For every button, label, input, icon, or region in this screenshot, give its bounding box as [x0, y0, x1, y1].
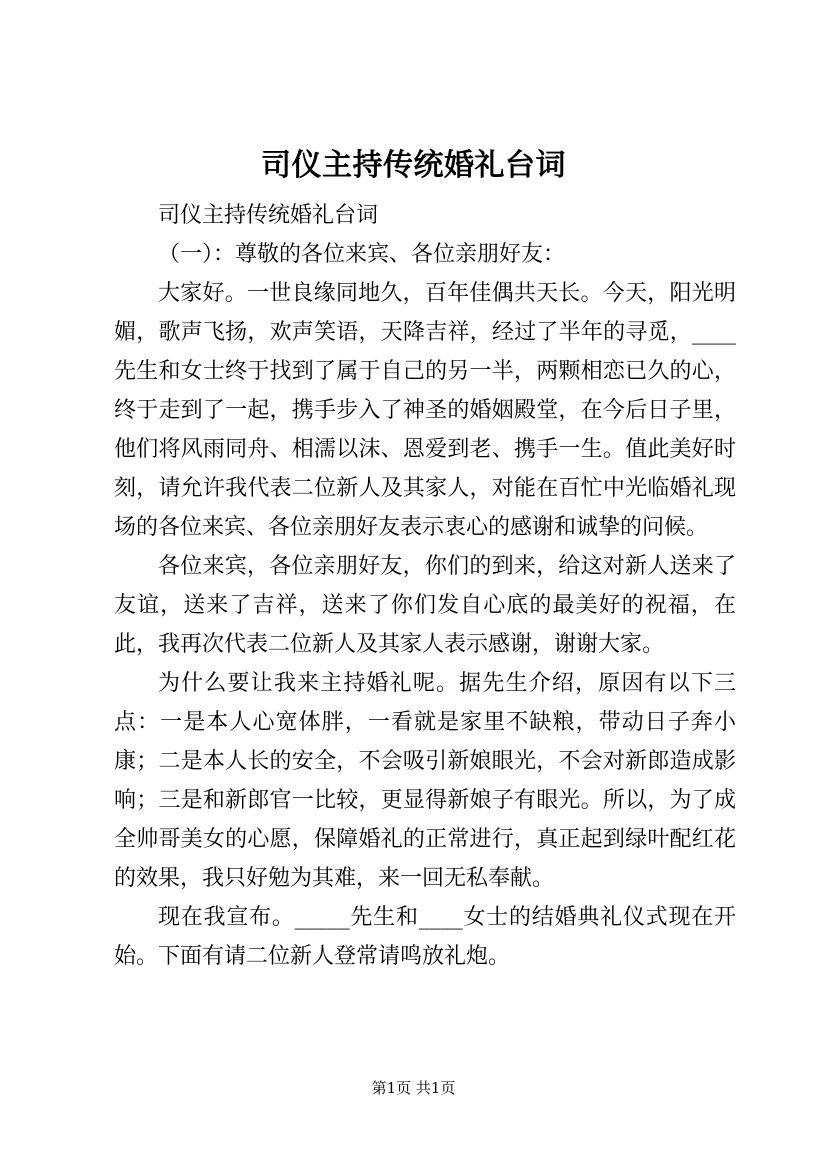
document-title: 司仪主持传统婚礼台词 [261, 148, 566, 183]
paragraph-greeting: （一）：尊敬的各位来宾、各位亲朋好友： [158, 242, 566, 267]
paragraph-announcement: 现在我宣布。_____先生和____女士的结婚典礼仪式现在开始。下面有请二位新人登常请鸣放礼炮。 [114, 905, 736, 969]
paragraph-thanks: 各位来宾，各位亲朋好友，你们的到来，给这对新人送来了友谊，送来了吉祥，送来了你们发自心底的最美好的祝福，在此，我再次代表二位新人及其家人表示感谢，谢谢大家。 [114, 554, 736, 657]
page-footer: 第1页 共1页 [371, 1079, 456, 1097]
paragraph-subtitle: 司仪主持传统婚礼台词 [158, 203, 379, 228]
paragraph-opening: 大家好。一世良缘同地久，百年佳偶共天长。今天，阳光明媚，歌声飞扬，欢声笑语，天降吉祥，经过了半年的寻觅，____先生和女士终于找到了属于自己的另一半，两颗相恋已久的心，终于走到了一起，携手步入了神圣的婚姻殿堂，在今后日子里，他们将风雨同舟、相濡以沫、恩爱到老、携手一生。值此美好时刻，请允许我代表二位新人及其家人，对能在百忙中光临婚礼现场的各位来宾、各位亲朋好友表示衷心的感谢和诚挚的问候。 [114, 281, 736, 540]
paragraph-host-reasons: 为什么要让我来主持婚礼呢。据先生介绍，原因有以下三点：一是本人心宽体胖，一看就是家里不缺粮，带动日子奔小康；二是本人长的安全，不会吸引新娘眼光，不会对新郎造成影响；三是和新郎官一比较，更显得新娘子有眼光。所以，为了成全帅哥美女的心愿，保障婚礼的正常进行，真正起到绿叶配红花的效果，我只好勉为其难，来一回无私奉献。 [114, 671, 736, 891]
document-body [114, 196, 736, 976]
